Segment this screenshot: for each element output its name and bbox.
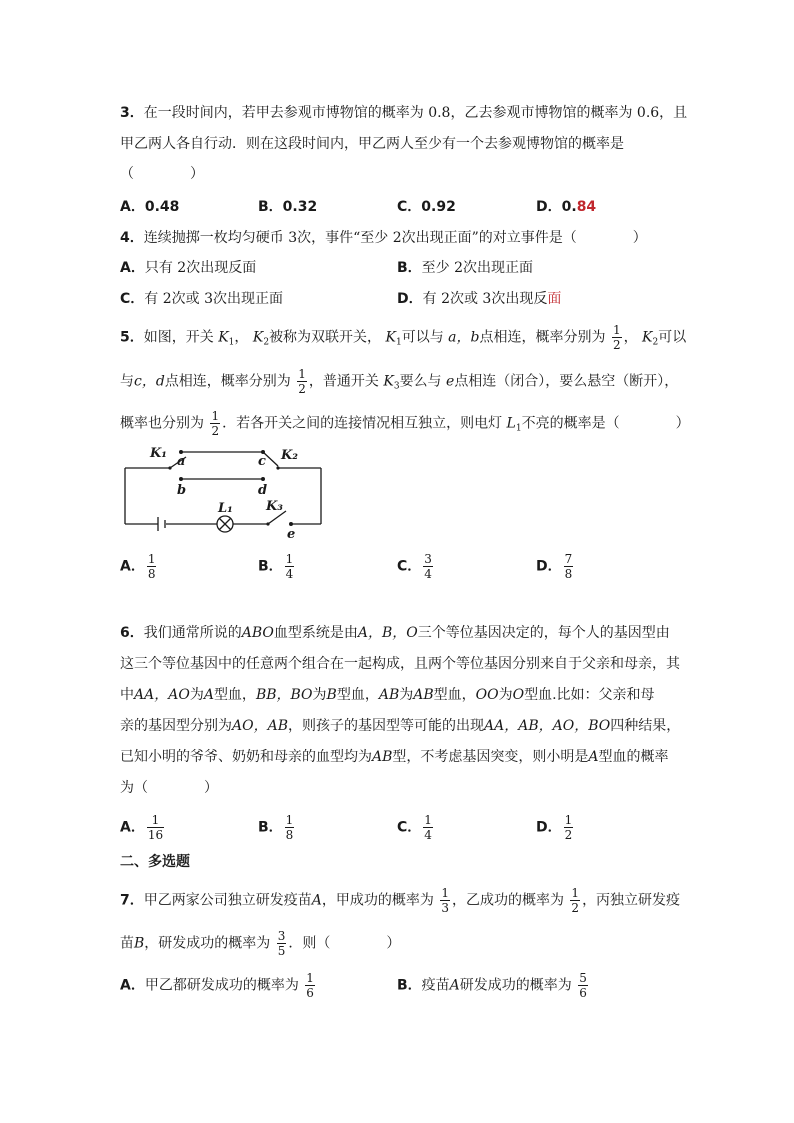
q5-option-d[interactable] <box>536 552 575 581</box>
q6-text-4c: 四种结果， <box>610 718 681 734</box>
q6-option-d-letter: D． <box>536 819 562 836</box>
q6-text-2: 这三个等位基因中的任意两个组合在一起构成，且两个等位基因分别来自于父亲和母亲，其 <box>120 656 680 672</box>
q5-text-3: 可以与 <box>401 329 444 346</box>
q6-abo-list: A，B，O <box>357 625 418 641</box>
q4-option-c-text: 有 2次或 3次出现正面 <box>144 291 283 307</box>
q7-option-b[interactable] <box>397 971 590 1000</box>
q3-line1 <box>120 103 687 123</box>
q3-answer-blank: （ ） <box>120 166 204 182</box>
q7-option-b-text-a: 疫苗 <box>421 977 450 994</box>
q6-text-4b: ，则孩子的基因型等可能的出现 <box>288 718 484 734</box>
q7-third-num: 1 <box>441 886 449 900</box>
q3-option-b-letter: B． <box>258 199 283 215</box>
q5-half-3-den: 2 <box>211 424 220 438</box>
q6-text-4a: 亲的基因型分别为 <box>120 718 232 734</box>
q3-line2 <box>120 134 624 154</box>
q6-aa-ao: AA，AO <box>134 687 190 703</box>
label-k2: K₂ <box>281 448 298 463</box>
q3-option-d-text-red: 84 <box>576 199 597 215</box>
q5-half-3 <box>210 409 220 438</box>
q5-text-7: 点相连，概率分别为 <box>164 373 291 390</box>
q5-e: e <box>446 373 455 390</box>
q3-text-1: 在一段时间内，若甲去参观市博物馆的概率为 0.8，乙去参观市博物馆的概率为 0.6，且 <box>143 105 688 121</box>
q7-text-1b: ，甲成功的概率为 <box>321 892 434 909</box>
node-e <box>289 522 293 526</box>
q5-option-c-num: 3 <box>424 552 432 566</box>
q7-vaccine-b: B <box>134 935 145 952</box>
q6-option-a-letter: A． <box>120 819 145 836</box>
q5-sep-2: ， <box>623 329 638 346</box>
q5-option-a[interactable] <box>120 552 158 581</box>
q5-k1-sub: 1 <box>228 337 235 348</box>
q7-option-b-vaccine-a: A <box>449 977 460 994</box>
q7-line1 <box>120 886 680 915</box>
q6-text-3b-3: 为 <box>399 687 414 703</box>
q5-half-1-den: 2 <box>612 338 621 352</box>
q3-option-b-text: 0.32 <box>282 199 318 215</box>
q7-third-den: 3 <box>441 901 449 915</box>
q4-option-b[interactable] <box>397 258 533 278</box>
q3-option-c-letter: C． <box>397 199 422 215</box>
q4-option-a-letter: A． <box>120 260 145 276</box>
q5-line2 <box>120 367 678 397</box>
q6-b-type: B <box>326 687 337 703</box>
q6-option-b[interactable] <box>258 813 296 842</box>
q5-option-a-num: 1 <box>147 552 156 566</box>
q3-option-a-letter: A． <box>120 199 145 215</box>
q7-option-a-den: 6 <box>306 986 314 1000</box>
q5-number: 5． <box>120 329 144 346</box>
q6-option-d-frac <box>564 813 574 842</box>
q6-option-d-num: 1 <box>564 813 573 827</box>
q3-option-d-text: 0. <box>561 199 577 215</box>
label-d: d <box>258 483 268 498</box>
label-b: b <box>177 483 187 498</box>
q7-frac-three-fifths <box>277 929 287 958</box>
q5-option-b-letter: B． <box>258 558 283 575</box>
q4-option-b-letter: B． <box>397 260 422 276</box>
q7-option-a[interactable] <box>120 971 317 1000</box>
q6-line5 <box>120 747 669 767</box>
q5-k1-var: K <box>218 329 229 346</box>
q7-option-a-text: 甲乙都研发成功的概率为 <box>144 977 299 994</box>
q5-k3-sub: 3 <box>393 381 400 392</box>
q7-text-1d: ，丙独立研发疫 <box>582 892 681 909</box>
q4-option-b-text: 至少 2次出现正面 <box>421 260 534 276</box>
q7-option-b-den: 6 <box>579 986 587 1000</box>
q5-option-b[interactable] <box>258 552 296 581</box>
label-e: e <box>287 527 296 540</box>
q7-3-5-den: 5 <box>277 944 286 958</box>
q7-option-b-num: 5 <box>579 971 587 985</box>
q5-k2-var: K <box>252 329 264 346</box>
q6-line6 <box>120 778 218 798</box>
q5-half-2-den: 2 <box>298 382 306 396</box>
q6-line1 <box>120 623 670 643</box>
q5-option-a-letter: A． <box>120 558 145 575</box>
q4-option-d-text: 有 2次或 3次出现反 <box>422 291 548 307</box>
node-k3-pivot <box>266 522 269 525</box>
q4-option-a[interactable] <box>120 258 256 278</box>
q3-option-b[interactable] <box>258 197 317 217</box>
q6-abo: ABO <box>241 625 274 641</box>
label-l1: L₁ <box>218 501 233 516</box>
q5-option-d-den: 8 <box>564 567 573 581</box>
q6-line3 <box>120 685 655 705</box>
section-heading-multi: 二、多选题 <box>120 854 190 870</box>
q4-option-d-letter: D． <box>397 291 423 307</box>
q3-option-c-text: 0.92 <box>421 199 456 215</box>
q3-option-a[interactable] <box>120 197 179 217</box>
q5-option-b-den: 4 <box>285 567 294 581</box>
q3-option-a-text: 0.48 <box>144 199 180 215</box>
q3-option-d-letter: D． <box>536 199 562 215</box>
q6-option-b-letter: B． <box>258 819 283 836</box>
q6-text-3d: 型血， <box>336 687 379 703</box>
q6-option-c-letter: C． <box>397 819 422 836</box>
q6-option-c-den: 4 <box>424 828 432 842</box>
q6-a-type-2: A <box>588 749 599 765</box>
q6-option-d[interactable] <box>536 813 575 842</box>
q3-text-2: 甲乙两人各自行动．则在这段时间内，甲乙两人至少有一个去参观博物馆的概率是 <box>120 136 624 152</box>
node-b <box>179 477 183 481</box>
q6-line4 <box>120 716 680 736</box>
q5-text-12: ．若各开关之间的连接情况相互独立，则电灯 <box>222 415 503 432</box>
q6-four-results: AA，AB，AO，BO <box>484 718 611 734</box>
node-k2-pivot <box>276 466 279 469</box>
q4-option-c-letter: C． <box>120 291 145 307</box>
q5-text-2: 被称为双联开关， <box>269 329 382 346</box>
q5-half-2-num: 1 <box>298 367 306 381</box>
q5-text-1: 如图，开关 <box>143 329 214 346</box>
q6-text-3b: 为 <box>189 687 204 703</box>
circuit-diagram <box>118 440 333 540</box>
q3-blank <box>120 164 204 184</box>
q6-text-5b: 型，不考虑基因突变，则小明是 <box>392 749 589 765</box>
q6-text-1b: 血型系统是由 <box>273 625 358 641</box>
q6-text-5a: 已知小明的爷爷、奶奶和母亲的血型均为 <box>120 749 372 765</box>
label-k1: K₁ <box>150 446 167 461</box>
q6-option-a[interactable] <box>120 813 166 842</box>
q7-text-2b: ，研发成功的概率为 <box>144 935 271 952</box>
q5-k1b-var: K <box>385 329 396 346</box>
q5-text-13: 不亮的概率是（ ） <box>521 415 690 432</box>
q5-text-4: 点相连，概率分别为 <box>479 329 606 346</box>
q6-option-c-num: 1 <box>424 813 432 827</box>
node-k1-pivot <box>168 466 171 469</box>
q5-ab: a，b <box>448 329 480 346</box>
q4-option-d-text-red: 面 <box>547 291 562 307</box>
q6-option-c-frac <box>423 813 433 842</box>
q5-l1-var: L <box>506 415 516 432</box>
label-a: a <box>177 454 186 469</box>
q6-text-5c: 型血的概率 <box>598 749 669 765</box>
q7-option-a-frac <box>305 971 315 1000</box>
q5-k3-var: K <box>383 373 394 390</box>
q5-text-5: 可以 <box>658 329 687 346</box>
q7-option-a-letter: A． <box>120 977 145 994</box>
q3-number: 3． <box>120 105 144 121</box>
q6-bb-bo: BB，BO <box>255 687 313 703</box>
q6-text-6: 为（ ） <box>120 780 218 796</box>
q6-text-3f: 型血.比如：父亲和母 <box>524 687 655 703</box>
q6-option-b-frac <box>285 813 295 842</box>
q5-option-d-frac <box>564 552 574 581</box>
q5-sep-1: ， <box>234 329 249 346</box>
q6-ab-2: AB <box>413 687 434 703</box>
q6-option-c[interactable] <box>397 813 435 842</box>
q6-text-1a: 我们通常所说的 <box>143 625 242 641</box>
q5-option-c-letter: C． <box>397 558 422 575</box>
q5-text-6: 与 <box>120 373 134 390</box>
q6-option-a-frac <box>147 813 164 842</box>
q7-option-b-text-b: 研发成功的概率为 <box>459 977 572 994</box>
q5-option-a-den: 8 <box>147 567 156 581</box>
q7-frac-third <box>440 886 450 915</box>
q6-ao-ab: AO，AB <box>232 718 288 734</box>
q5-half-2 <box>297 367 307 396</box>
q5-option-a-frac <box>147 552 157 581</box>
q4-line <box>120 228 647 248</box>
q5-option-b-num: 1 <box>285 552 294 566</box>
q6-text-3c: 型血， <box>213 687 256 703</box>
q5-option-c[interactable] <box>397 552 435 581</box>
q5-half-1 <box>612 323 622 352</box>
label-k3: K₃ <box>266 499 283 514</box>
q6-o-type: O <box>512 687 525 703</box>
q7-text-1a: 甲乙两家公司独立研发疫苗 <box>143 892 312 909</box>
q5-line1 <box>120 323 686 353</box>
q6-number: 6． <box>120 625 144 641</box>
q6-oo: OO <box>475 687 499 703</box>
q4-option-c[interactable] <box>120 289 283 309</box>
q5-option-b-frac <box>285 552 295 581</box>
q4-option-a-text: 只有 2次出现反面 <box>144 260 257 276</box>
q5-text-9: 要么与 <box>399 373 442 390</box>
q5-half-1-num: 1 <box>612 323 621 337</box>
q7-text-2c: ．则（ ） <box>288 935 401 952</box>
q6-text-3b-4: 为 <box>498 687 513 703</box>
q6-option-d-den: 2 <box>564 828 573 842</box>
q6-text-3b-2: 为 <box>312 687 327 703</box>
q7-half-den: 2 <box>571 901 580 915</box>
q7-line2 <box>120 929 400 958</box>
q7-option-b-frac <box>578 971 588 1000</box>
q6-ab-1: AB <box>378 687 400 703</box>
q5-text-8: ，普通开关 <box>308 373 379 390</box>
q6-line2 <box>120 654 680 674</box>
q5-half-3-num: 1 <box>211 409 220 423</box>
q4-option-d[interactable] <box>397 289 561 309</box>
q5-line3 <box>120 409 690 439</box>
q5-k2b-var: K <box>642 329 653 346</box>
q7-option-b-letter: B． <box>397 977 422 994</box>
q7-frac-half <box>570 886 580 915</box>
q7-text-1c: ，乙成功的概率为 <box>451 892 564 909</box>
q7-option-a-num: 1 <box>306 971 314 985</box>
q5-k2b-sub: 2 <box>652 337 659 348</box>
q5-k1b-sub: 1 <box>395 337 402 348</box>
q7-half-num: 1 <box>571 886 580 900</box>
q6-ab-3: AB <box>372 749 393 765</box>
q5-option-d-letter: D． <box>536 558 562 575</box>
node-d <box>261 477 265 481</box>
q6-option-b-num: 1 <box>285 813 294 827</box>
q5-k2-sub: 2 <box>263 337 270 348</box>
q6-text-3e: 型血， <box>433 687 476 703</box>
q5-l1-sub: 1 <box>515 423 522 434</box>
q6-text-1c: 三个等位基因决定的，每个人的基因型由 <box>417 625 670 641</box>
q3-option-d[interactable] <box>536 197 596 217</box>
q6-option-a-den: 16 <box>147 828 164 842</box>
q4-text: 连续抛掷一枚均匀硬币 3次，事件“至少 2次出现正面”的对立事件是（ ） <box>143 230 647 246</box>
q6-option-b-den: 8 <box>285 828 294 842</box>
q5-text-10: 点相连（闭合），要么悬空（断开）， <box>454 373 679 390</box>
q7-3-5-num: 3 <box>277 929 286 943</box>
q7-text-2a: 苗 <box>120 935 134 952</box>
q5-cd: c，d <box>134 373 165 390</box>
q6-text-3a: 中 <box>120 687 134 703</box>
q5-option-c-den: 4 <box>424 567 432 581</box>
q6-a-type: A <box>203 687 214 703</box>
q5-option-d-num: 7 <box>564 552 573 566</box>
q7-number: 7． <box>120 892 144 909</box>
q5-option-c-frac <box>423 552 433 581</box>
q7-vaccine-a: A <box>311 892 322 909</box>
q5-text-11: 概率也分别为 <box>120 415 204 432</box>
q3-option-c[interactable] <box>397 197 456 217</box>
label-c: c <box>258 454 266 469</box>
q6-option-a-num: 1 <box>151 813 160 827</box>
q4-number: 4． <box>120 230 144 246</box>
